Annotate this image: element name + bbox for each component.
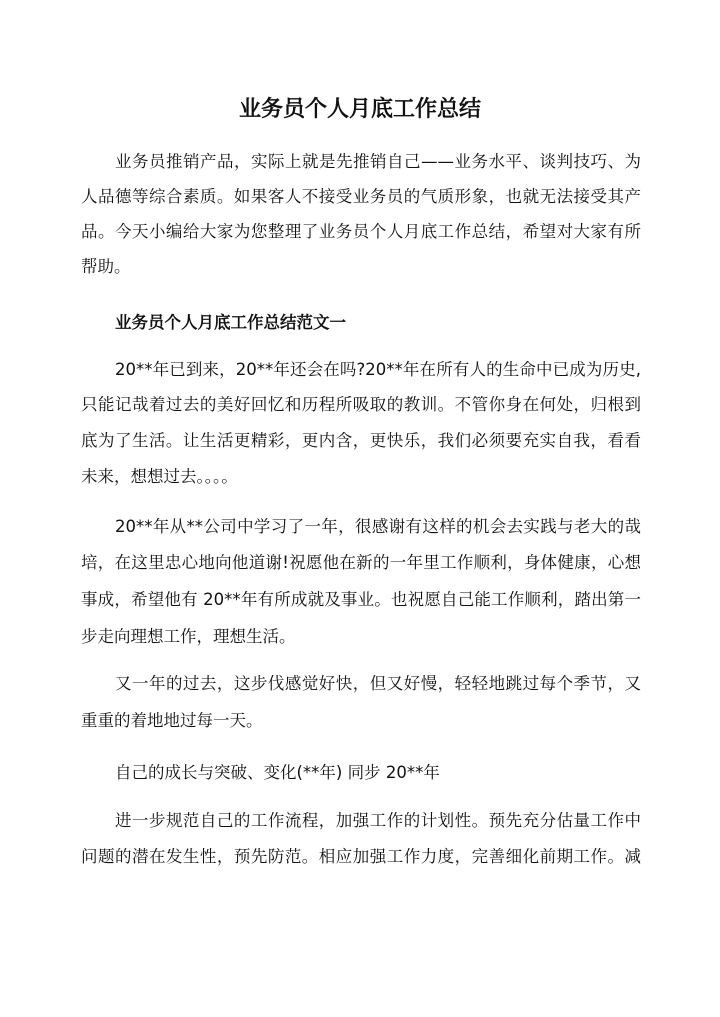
text-line: 帮助。 (81, 257, 131, 276)
text-line: 20**年已到来，20**年还会在吗?20**年在所有人的生命中已成为历史, (115, 360, 641, 379)
text-line: 培，在这里忠心地向他道谢!祝愿他在新的一年里工作顺利，身体健康，心想 (81, 553, 641, 572)
section-heading: 业务员个人月底工作总结范文一 (115, 313, 346, 332)
text-line: 只能记哉着过去的美好回忆和历程所吸取的教训。不管你身在何处，归根到 (81, 395, 641, 414)
text-line: 进一步规范自己的工作流程，加强工作的计划性。预先充分估量工作中 (115, 811, 641, 830)
text-line: 又一年的过去，这步伐感觉好快，但又好慢，轻轻地跳过每个季节，又 (115, 674, 641, 693)
text-line: 重重的着地地过每一天。 (81, 711, 263, 730)
text-line: 步走向理想工作，理想生活。 (81, 627, 296, 646)
text-line: 品。今天小编给大家为您整理了业务员个人月底工作总结，希望对大家有所 (81, 222, 641, 241)
text-line: 20**年从**公司中学习了一年，很感谢有这样的机会去实践与老大的哉 (115, 517, 641, 536)
text-line: 底为了生活。让生活更精彩，更内含，更快乐，我们必须要充实自我，看看 (81, 431, 641, 450)
text-line: 业务员推销产品，实际上就是先推销自己——业务水平、谈判技巧、为 (115, 152, 641, 171)
text-line: 人品德等综合素质。如果客人不接受业务员的气质形象，也就无法接受其产 (81, 187, 641, 206)
paragraph-4: 自己的成长与突破、变化(**年) 同步 20**年 (115, 763, 440, 782)
text-line: 未来，想想过去。。。。 (81, 467, 238, 486)
document-title: 业务员个人月底工作总结 (238, 97, 481, 122)
text-line: 事成，希望他有 20**年有所成就及事业。也祝愿自己能工作顺利，踏出第一 (81, 590, 641, 609)
text-line: 问题的潜在发生性，预先防范。相应加强工作力度，完善细化前期工作。减 (81, 847, 641, 866)
